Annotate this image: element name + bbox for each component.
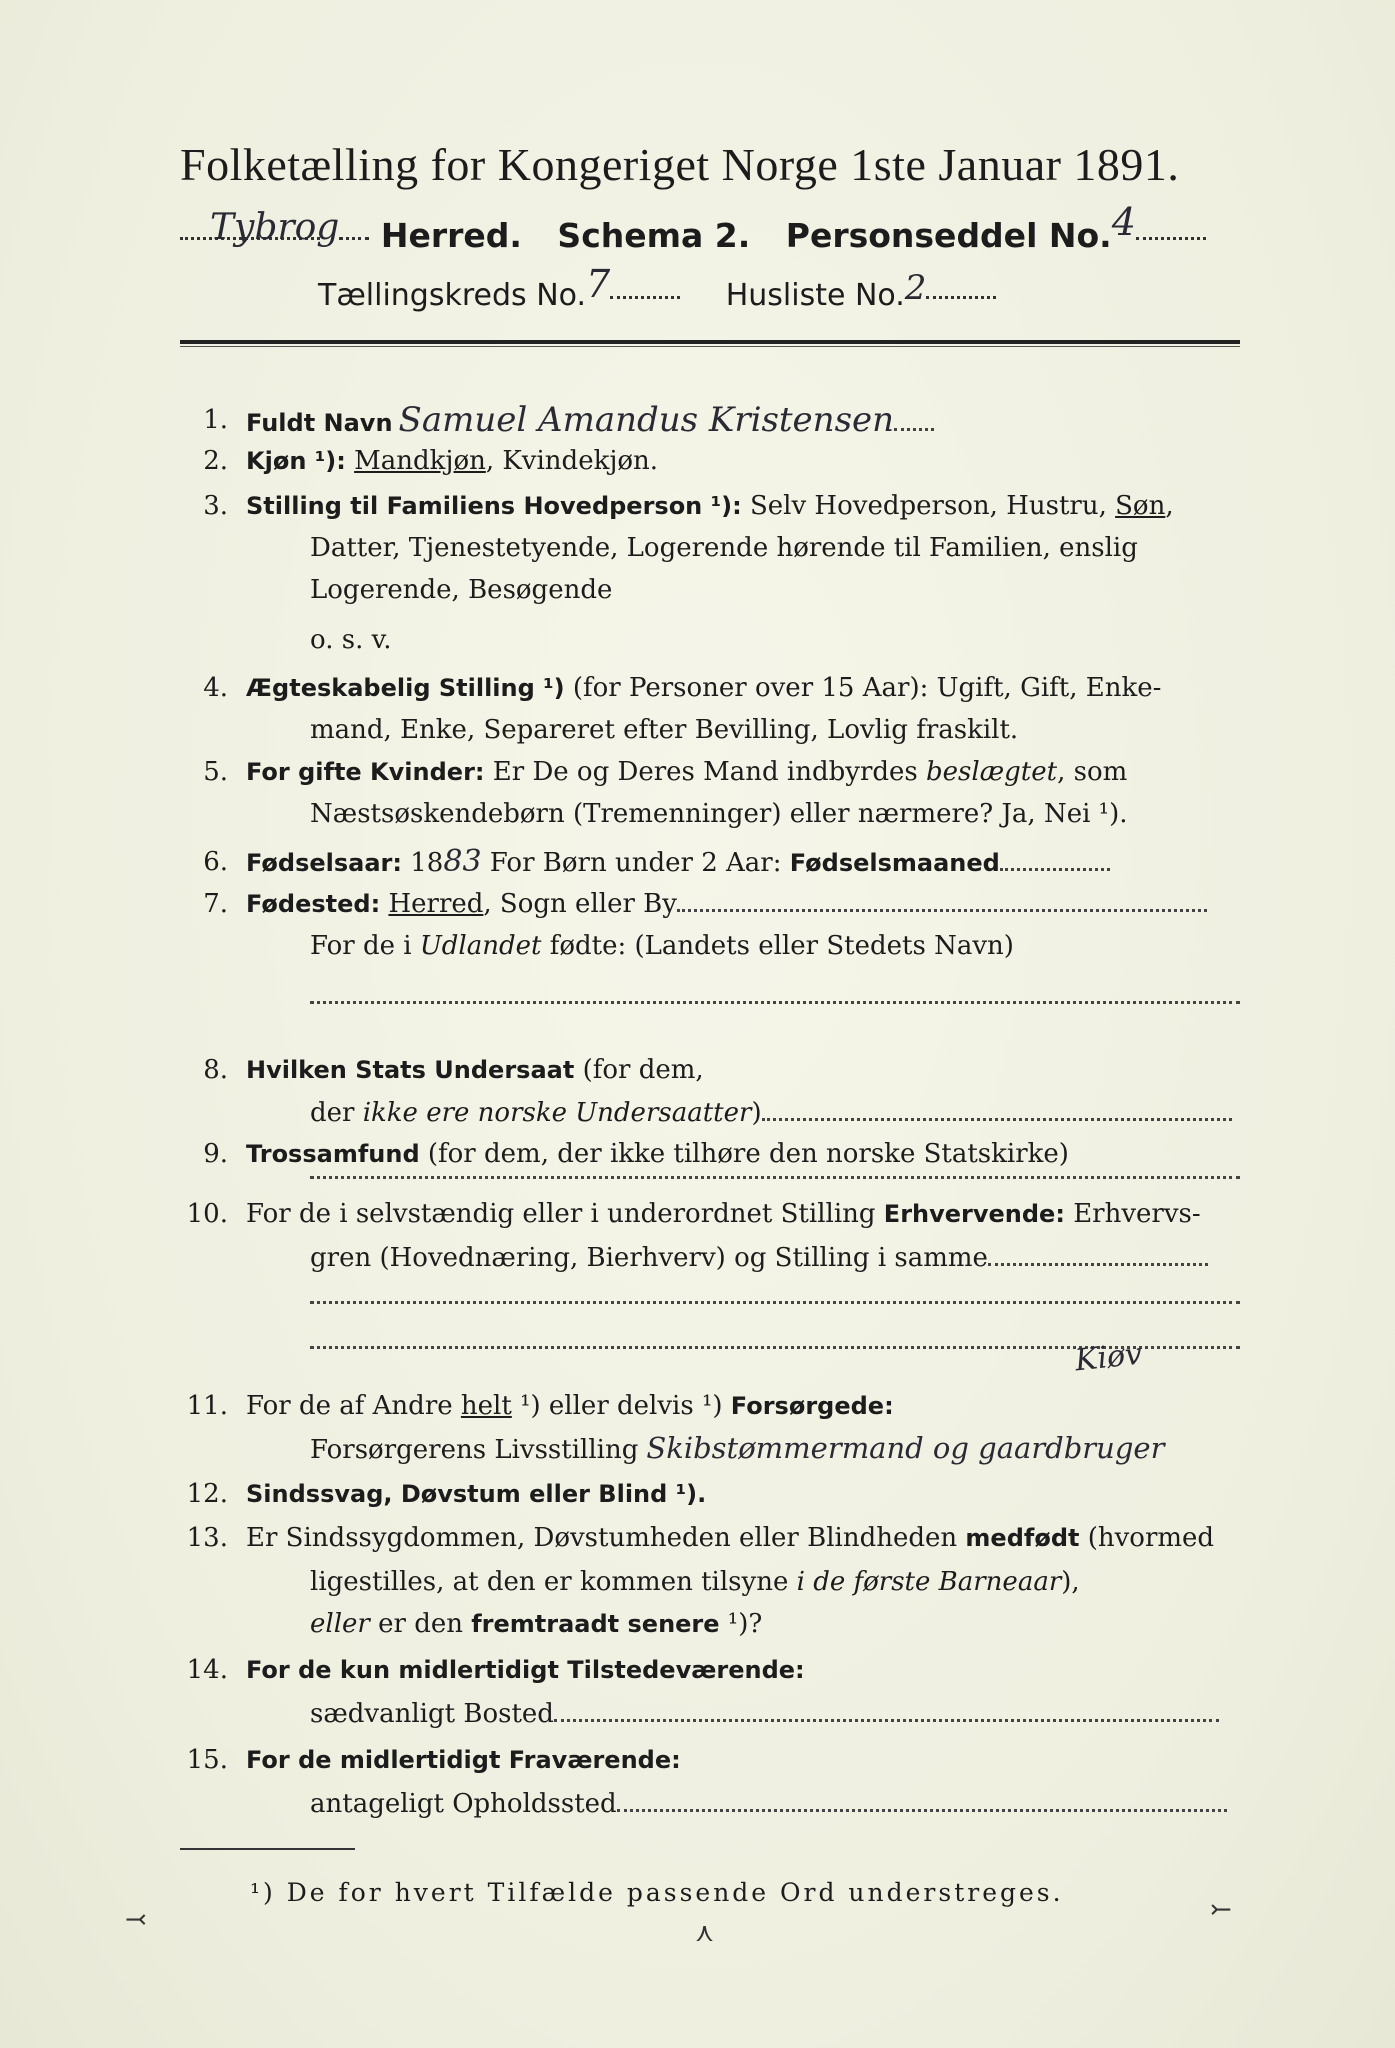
birthplace-answer: Herred <box>388 889 484 919</box>
question-label: Sindssvag, Døvstum eller Blind ¹). <box>246 1480 707 1508</box>
personseddel-value: 4 <box>1111 200 1136 244</box>
question-13-line-3: eller er den fremtraadt senere ¹)? <box>310 1609 763 1639</box>
herred-value: Tybrog <box>210 207 340 248</box>
question-number: 7. <box>203 889 228 919</box>
question-label: For de kun midlertidigt Tilstedeværende: <box>246 1656 805 1684</box>
question-number: 4. <box>203 673 228 703</box>
question-label: Hvilken Stats Undersaat <box>246 1056 575 1084</box>
registration-mark-left: ⤙ <box>125 1905 147 1935</box>
family-position-answer: Søn <box>1115 491 1166 521</box>
question-13: 13. Er Sindssygdommen, Døvstumheden eller Blindheden medfødt (hvormed <box>180 1518 1240 1558</box>
question-number: 8. <box>203 1055 228 1085</box>
question-number: 11. <box>186 1391 228 1421</box>
question-label: Fødested: <box>246 890 381 918</box>
question-number: 14. <box>186 1655 228 1685</box>
question-3-line-3: Logerende, Besøgende <box>310 575 613 605</box>
question-14-line-2: sædvanligt Bosted <box>310 1694 1240 1734</box>
question-number: 1. <box>203 405 228 435</box>
question-number: 10. <box>186 1199 228 1229</box>
question-4: 4. Ægteskabelig Stilling ¹) (for Personer over 15 Aar): Ugift, Gift, Enke- <box>180 668 1240 708</box>
question-15 <box>180 1740 1240 1780</box>
full-name-answer: Samuel Amandus Kristensen <box>398 400 895 440</box>
question-3-line-2: Datter, Tjenestetyende, Logerende hørende til Familien, enslig <box>310 533 1138 563</box>
footnote-rule <box>180 1848 355 1850</box>
kreds-value: 7 <box>586 262 611 306</box>
provider-occupation-answer: Skibstømmermand og gaardbruger <box>646 1431 1165 1465</box>
question-1 <box>180 400 1240 440</box>
question-7: 7. Fødested: Herred, Sogn eller By <box>180 884 1240 924</box>
question-number: 3. <box>203 491 228 521</box>
question-3-line-4: o. s. v. <box>310 625 392 655</box>
question-number: 2. <box>203 446 228 476</box>
husliste-label: Husliste No. <box>725 278 905 313</box>
question-7-fill-line <box>310 1000 1240 1004</box>
question-11-line-2: Forsørgerens Livsstilling Skibstømmermand og gaardbruger <box>310 1431 1165 1465</box>
question-label: Ægteskabelig Stilling ¹) <box>246 674 565 702</box>
question-number: 9. <box>203 1139 228 1169</box>
question-4-line-2: mand, Enke, Separeret efter Bevilling, Lovlig fraskilt. <box>310 715 1019 745</box>
question-14 <box>180 1650 1240 1690</box>
question-9-fill-line <box>310 1175 1240 1179</box>
question-15-line-2: antageligt Opholdssted <box>310 1784 1240 1824</box>
question-6: 6. Fødselsaar: 1883 For Børn under 2 Aar: Fødselsmaaned <box>180 842 1240 882</box>
question-12 <box>180 1474 1240 1514</box>
question-9: 9. Trossamfund (for dem, der ikke tilhøre den norske Statskirke) <box>180 1134 1240 1174</box>
question-label: For de midlertidigt Fraværende: <box>246 1746 681 1774</box>
header-rule <box>180 340 1240 344</box>
header-rule-thin <box>180 346 1240 347</box>
question-10-line-2: gren (Hovednæring, Bierhverv) og Stilling i samme <box>310 1238 1240 1278</box>
question-8-line-2: der ikke ere norske Undersaatter) <box>310 1093 1240 1133</box>
question-label: For gifte Kvinder: <box>246 758 485 786</box>
question-label: Erhvervende: <box>883 1200 1065 1228</box>
question-10-fill-line-1 <box>310 1300 1240 1304</box>
question-label: Trossamfund <box>246 1140 420 1168</box>
question-number: 13. <box>186 1523 228 1553</box>
footnote: ¹) De for hvert Tilfælde passende Ord understreges. <box>250 1878 1064 1907</box>
header-kreds-line <box>318 262 996 314</box>
question-8: 8. Hvilken Stats Undersaat (for dem, <box>180 1050 1240 1090</box>
question-label: medfødt <box>965 1524 1080 1552</box>
question-5: 5. For gifte Kvinder: Er De og Deres Mand indbyrdes beslægtet, som <box>180 752 1240 792</box>
question-label: Fuldt Navn <box>246 409 393 437</box>
question-label: Stilling til Familiens Hovedperson ¹): <box>246 492 742 520</box>
handwritten-annotation: Kiøv <box>1073 1336 1144 1379</box>
question-7-line-2: For de i Udlandet fødte: (Landets eller Stedets Navn) <box>310 931 1014 961</box>
question-number: 15. <box>186 1745 228 1775</box>
question-label: Forsørgede: <box>730 1392 894 1420</box>
sex-answer: Mandkjøn <box>354 446 486 476</box>
question-13-line-2: ligestilles, at den er kommen tilsyne i de første Barneaar), <box>310 1567 1080 1597</box>
question-label: Fødselsaar: <box>246 849 402 877</box>
herred-label: Herred. <box>380 216 522 255</box>
personseddel-label: Personseddel No. <box>785 216 1112 255</box>
schema-label: Schema 2. <box>557 216 751 255</box>
question-number: 5. <box>203 757 228 787</box>
registration-mark-center: ⋏ <box>695 1918 715 1948</box>
question-10: 10. For de i selvstændig eller i underordnet Stilling Erhvervende: Erhvervs- <box>180 1194 1240 1234</box>
question-5-line-2: Næstsøskendebørn (Tremenninger) eller nærmere? Ja, Nei ¹). <box>310 799 1128 829</box>
question-3: 3. Stilling til Familiens Hovedperson ¹): Selv Hovedperson, Hustru, Søn, <box>180 486 1240 526</box>
question-number: 12. <box>186 1479 228 1509</box>
registration-mark-right: ⤚ <box>1210 1895 1232 1925</box>
kreds-label: Tællingskreds No. <box>318 278 586 313</box>
question-11: 11. For de af Andre helt ¹) eller delvis ¹) Forsørgede: <box>180 1386 1240 1426</box>
header-herred-line <box>180 200 1206 256</box>
question-2: 2. Kjøn ¹): Mandkjøn, Kvindekjøn. <box>180 441 1240 481</box>
form-title: Folketælling for Kongeriget Norge 1ste Januar 1891. <box>180 139 1180 190</box>
birth-year-answer: 83 <box>443 844 482 879</box>
question-number: 6. <box>203 847 228 877</box>
question-label: Kjøn ¹): <box>246 447 346 475</box>
husliste-value: 2 <box>904 268 927 308</box>
